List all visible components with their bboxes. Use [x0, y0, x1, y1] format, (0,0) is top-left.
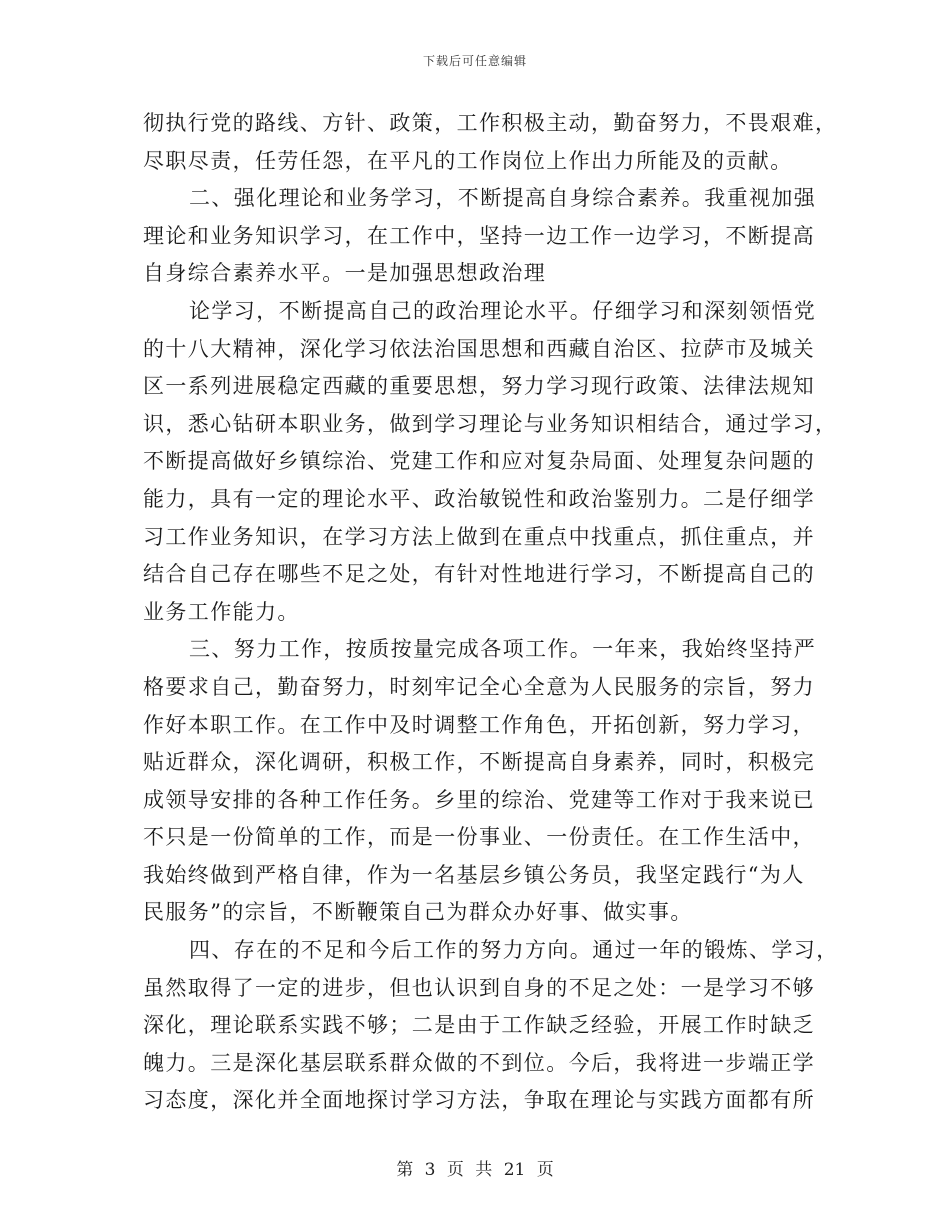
text-line: 贴近群众，深化调研，积极工作，不断提高自身素养，同时，积极完: [143, 750, 815, 775]
paragraph-start-line: 论学习，不断提高自己的政治理论水平。仔细学习和深刻领悟党: [189, 298, 817, 323]
document-body: [143, 105, 839, 1120]
text-line: 深化，理论联系实践不够；二是由于工作缺乏经验，开展工作时缺乏: [143, 1013, 815, 1038]
paragraph-start-line: 二、强化理论和业务学习，不断提高自身综合素养。我重视加强: [189, 186, 817, 211]
page-header: 下载后可任意编辑: [422, 54, 527, 68]
text-line: 不断提高做好乡镇综治、党建工作和应对复杂局面、处理复杂问题的: [143, 449, 815, 474]
text-line: 自身综合素养水平。一是加强思想政治理: [143, 261, 547, 286]
text-line: 习态度，深化并全面地探讨学习方法，争取在理论与实践方面都有所: [143, 1088, 815, 1113]
text-line: 业务工作能力。: [143, 599, 300, 624]
text-line: 结合自己存在哪些不足之处，有针对性地进行学习，不断提高自己的: [143, 562, 815, 587]
text-line: 不只是一份简单的工作，而是一份事业、一份责任。在工作生活中，: [143, 825, 815, 850]
text-line: 尽职尽责，任劳任怨，在平凡的工作岗位上作出力所能及的贡献。: [143, 148, 793, 173]
text-line: 作好本职工作。在工作中及时调整工作角色，开拓创新，努力学习，: [143, 712, 815, 737]
text-line: 格要求自己，勤奋努力，时刻牢记全心全意为人民服务的宗旨，努力: [143, 674, 815, 699]
text-line: 识，悉心钻研本职业务，做到学习理论与业务知识相结合，通过学习，: [143, 411, 838, 436]
text-line: 民服务”的宗旨，不断鞭策自己为群众办好事、做实事。: [143, 900, 693, 925]
text-line: 理论和业务知识学习，在工作中，坚持一边工作一边学习，不断提高: [143, 223, 815, 248]
text-line: 习工作业务知识，在学习方法上做到在重点中找重点，抓住重点，并: [143, 524, 815, 549]
paragraph-start-line: 三、努力工作，按质按量完成各项工作。一年来，我始终坚持严: [189, 637, 817, 662]
paragraph-start-line: 四、存在的不足和今后工作的努力方向。通过一年的锻炼、学习，: [189, 938, 839, 963]
text-line: 我始终做到严格自律，作为一名基层乡镇公务员，我坚定践行“为人: [143, 862, 805, 887]
text-line: 区一系列进展稳定西藏的重要思想，努力学习现行政策、法律法规知: [143, 374, 815, 399]
text-line: 彻执行党的路线、方针、政策，工作积极主动，勤奋努力，不畏艰难，: [143, 111, 838, 135]
text-line: 能力，具有一定的理论水平、政治敏锐性和政治鉴别力。二是仔细学: [143, 486, 815, 511]
text-line: 虽然取得了一定的进步，但也认识到自身的不足之处：一是学习不够: [143, 975, 815, 1000]
page-number-footer: 第 3 页 共 21 页: [396, 1160, 554, 1180]
text-line: 的十八大精神，深化学习依法治国思想和西藏自治区、拉萨市及城关: [143, 336, 815, 361]
text-line: 成领导安排的各种工作任务。乡里的综治、党建等工作对于我来说已: [143, 787, 815, 812]
text-line: 魄力。三是深化基层联系群众做的不到位。今后，我将进一步端正学: [143, 1050, 815, 1075]
